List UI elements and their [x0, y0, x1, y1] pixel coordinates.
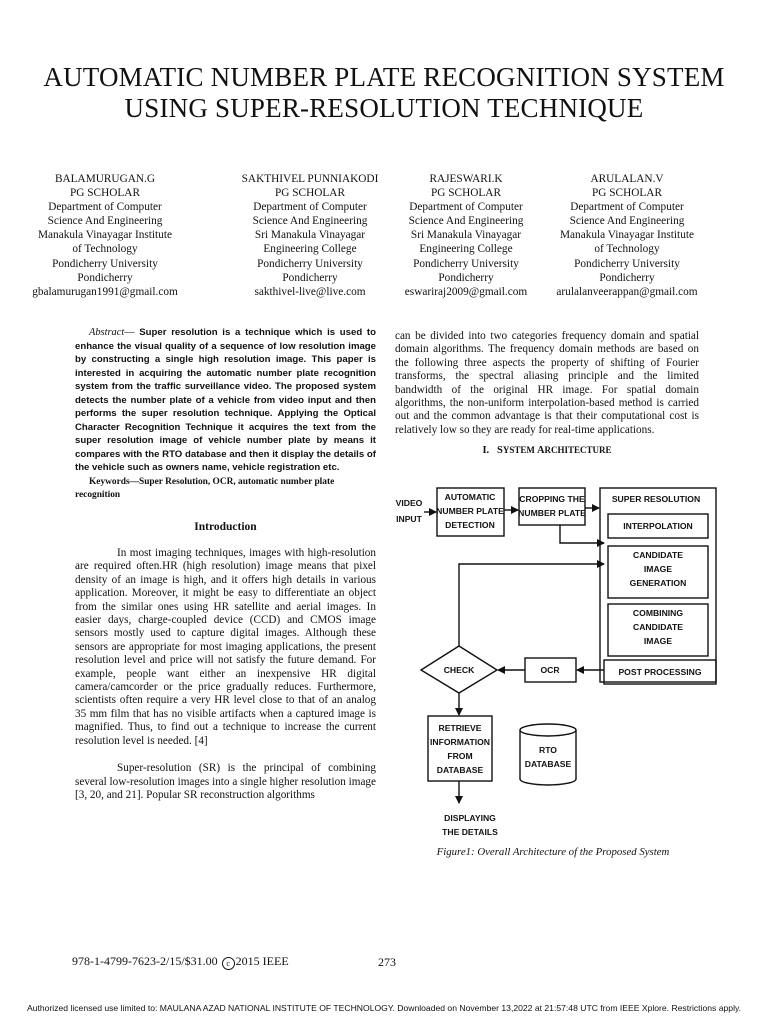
- author-4: [527, 172, 727, 299]
- retrieve-label-1: RETRIEVE: [438, 723, 482, 733]
- rto-label-2: DATABASE: [524, 759, 572, 769]
- retrieve-label-2: INFORMATION: [430, 737, 490, 747]
- author-dept-line: Department of Computer: [409, 201, 523, 214]
- author-dept-line: Department of Computer: [253, 201, 367, 214]
- crop-label-1: CROPPING THE: [519, 494, 585, 504]
- author-dept-line: Science And Engineering: [569, 215, 685, 228]
- author-role: PG SCHOLAR: [275, 187, 345, 200]
- anpd-label-1: AUTOMATIC: [444, 492, 496, 502]
- video-input-label-2: INPUT: [396, 514, 422, 524]
- footer-isbn: [72, 954, 289, 970]
- section-title-rest: RCHITECTURE: [544, 445, 612, 456]
- author-dept-line: Science And Engineering: [47, 215, 163, 228]
- abstract-label: Abstract: [89, 327, 125, 338]
- author-inst-line: Engineering College: [263, 243, 357, 256]
- section-number: I.: [482, 445, 490, 457]
- author-university: Pondicherry University: [413, 257, 519, 270]
- abstract: [75, 326, 376, 475]
- isbn-text: 978-1-4799-7623-2/15/$31.00: [72, 954, 221, 968]
- candidate-label-3: GENERATION: [629, 578, 687, 588]
- interpolation-label: INTERPOLATION: [623, 521, 693, 531]
- author-dept-line: Department of Computer: [570, 201, 684, 214]
- rto-database-cylinder: [520, 730, 576, 785]
- author-inst-line: Manakula Vinayagar Institute: [559, 229, 694, 242]
- display-label-2: THE DETAILS: [442, 827, 498, 837]
- introduction-heading: Introduction: [194, 521, 257, 534]
- author-role: PG SCHOLAR: [431, 187, 501, 200]
- author-dept-line: Science And Engineering: [252, 215, 368, 228]
- author-name: SAKTHIVEL PUNNIAKODI: [241, 173, 379, 185]
- candidate-label-2: IMAGE: [643, 564, 673, 574]
- author-city: Pondicherry: [282, 271, 338, 284]
- right-column: [395, 330, 699, 456]
- author-role: PG SCHOLAR: [70, 187, 140, 200]
- architecture-diagram: [392, 480, 722, 840]
- author-inst-line: of Technology: [594, 243, 660, 256]
- post-processing-label: POST PROCESSING: [618, 667, 702, 677]
- candidate-label-1: CANDIDATE: [633, 550, 683, 560]
- figure-caption: Figure1: Overall Architecture of the Proposed System: [436, 846, 670, 858]
- right-intro-paragraph: can be divided into two categories frequency domain and spatial domain algorithms. The frequency domain methods are based on the following three aspects the property of shifting of Fourier transforms, the spectral aliasing principle and the limited bandwidth of the original HR image. For spatial domain algorithms, the non-uniform interpolation-based method is carried out and the common advantage is that their computational cost is relatively low so they are ready for real-time applications.: [395, 330, 699, 436]
- author-city: Pondicherry: [599, 271, 655, 284]
- section-title-cap: A: [536, 445, 545, 457]
- intro-paragraph-1: In most imaging techniques, images with high-resolution are required often.HR (high resolution) image means that pixel density of an image is high, and it offers high details in various application. Moreover, it might be easy to differentiate an object from the similar ones using HR satellite and aerial images. In easier days, charge-coupled device (CCD) and CMOS image sensors mostly used to capture digital images. Although these sensors are appropriate for most imaging applications, the present resolution level and price will not satisfy the future demand. For example, people want either an inexpensive HR digital camera/camcorder or the price gradually reduces. Furthermore, scientists often require a very HR level close to that of an analog 35 mm film that has no visible artifacts when a captured image is magnified. Thus, to find out a technique to increase the current resolution level is needed. [4]: [75, 547, 376, 747]
- check-label: CHECK: [443, 665, 475, 675]
- display-label-1: DISPLAYING: [444, 813, 496, 823]
- intro-paragraph-2: Super-resolution (SR) is the principal of combining several low-resolution images into a single higher resolution image [3, 20, and 21]. Popular SR reconstruction algorithms: [75, 762, 376, 801]
- abstract-text: Super resolution is a technique which is used to enhance the visual quality of a sequence of low resolution image by constructing a single high resolution image. This paper is interested in acquiring the automatic number plate recognition system from the traffic surveillance video. The proposed system detects the number plate of a vehicle from video input and then performs the super resolution technique. Applying the Optical Character Recognition Technique it acquires the text from the super resolution image of vehicle number plate by means it compares with the RTO database and then it display the details of the vehicle such as owners name, vehicle registration etc.: [75, 327, 376, 474]
- author-city: Pondicherry: [77, 271, 133, 284]
- author-block: [32, 172, 716, 302]
- combining-label-2: CANDIDATE: [633, 622, 683, 632]
- anpd-label-2: NUMBER PLATE: [436, 506, 504, 516]
- combining-label-3: IMAGE: [643, 636, 673, 646]
- author-name: RAJESWARI.K: [429, 173, 503, 185]
- anpd-label-3: DETECTION: [445, 520, 495, 530]
- combining-label-1: COMBINING: [632, 608, 684, 618]
- author-role: PG SCHOLAR: [592, 187, 662, 200]
- author-inst-line: Sri Manakula Vinayagar: [410, 229, 522, 242]
- rto-label-1: RTO: [539, 745, 557, 755]
- author-inst-line: of Technology: [72, 243, 138, 256]
- rto-database-top: [520, 724, 576, 736]
- author-email: eswariraj2009@gmail.com: [404, 285, 528, 298]
- check-feedback-arrow: [459, 564, 604, 646]
- crop-label-2: NUMBER PLATE: [518, 508, 586, 518]
- left-column: [75, 326, 376, 802]
- author-name: BALAMURUGAN.G: [54, 173, 156, 185]
- author-inst-line: Manakula Vinayagar Institute: [37, 229, 172, 242]
- author-university: Pondicherry University: [257, 257, 363, 270]
- system-architecture-heading: [395, 445, 699, 456]
- author-inst-line: Engineering College: [419, 243, 513, 256]
- license-notice: Authorized licensed use limited to: MAULANA AZAD NATIONAL INSTITUTE OF TECHNOLOGY. Downloaded on November 13,2022 at 21:57:48 UTC from IEEE Xplore. Restrictions apply.: [26, 1003, 742, 1013]
- architecture-diagram-svg: [392, 480, 722, 840]
- author-city: Pondicherry: [438, 271, 494, 284]
- super-resolution-label: SUPER RESOLUTION: [611, 494, 701, 504]
- isbn-year: 2015 IEEE: [235, 954, 289, 968]
- author-1: [5, 172, 205, 299]
- ocr-label: OCR: [540, 665, 560, 675]
- section-title-cap: S: [497, 445, 503, 457]
- author-university: Pondicherry University: [574, 257, 680, 270]
- author-email: sakthivel-live@live.com: [254, 285, 366, 298]
- author-email: arulalanveerappan@gmail.com: [556, 285, 698, 298]
- author-dept-line: Department of Computer: [48, 201, 162, 214]
- video-input-label-1: VIDEO: [395, 498, 423, 508]
- section-title-rest: YSTEM: [502, 445, 535, 456]
- abstract-dash: —: [124, 327, 135, 338]
- sr-feed-arrow: [560, 525, 604, 543]
- author-inst-line: Sri Manakula Vinayagar: [254, 229, 366, 242]
- keywords: Keywords—Super Resolution, OCR, automatic number plate recognition: [75, 477, 335, 500]
- copyright-icon: c: [222, 957, 235, 970]
- author-email: gbalamurugan1991@gmail.com: [32, 285, 178, 298]
- author-name: ARULALAN.V: [590, 173, 664, 185]
- page-number: 273: [378, 955, 396, 969]
- author-dept-line: Science And Engineering: [408, 215, 524, 228]
- retrieve-label-4: DATABASE: [436, 765, 484, 775]
- author-university: Pondicherry University: [52, 257, 158, 270]
- retrieve-label-3: FROM: [447, 751, 473, 761]
- paper-title: AUTOMATIC NUMBER PLATE RECOGNITION SYSTEM USING SUPER-RESOLUTION TECHNIQUE: [43, 62, 725, 123]
